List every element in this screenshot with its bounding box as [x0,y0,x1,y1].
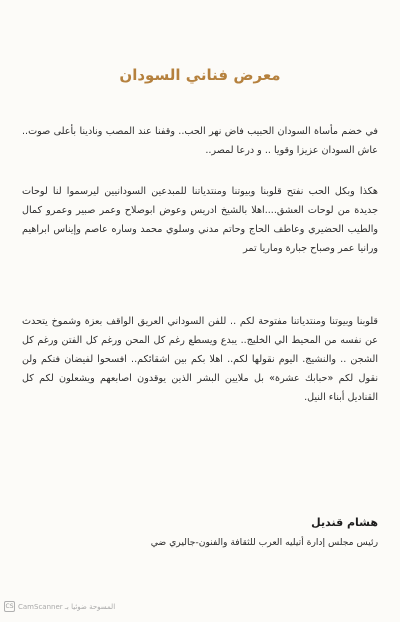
signature-block [22,516,378,548]
signature-name: هشام قنديل [311,516,378,529]
camscanner-logo-icon: CS [5,603,14,610]
paragraph-intro: في خضم مأساة السودان الحبيب فاض نهر الحب.. وقفنا عند المصب ونادينا بأعلى صوت.. عاش السودان عزيزا وقويا .. و درعا لمصر.. [22,126,378,156]
page-title: معرض فناني السودان [119,66,281,85]
scanner-watermark-text: المسوحة ضوئيا بـ CamScanner [18,602,116,611]
paragraph-artists: هكذا وبكل الحب نفتح قلوبنا وبيوتنا ومنتدياتنا للمبدعين السودانيين ليرسموا لنا لوحات جديدة من لوحات العشق....اهلا بالشيخ ادريس وعوض ابوصلاح وعمر صبير وعمرو كمال والطيب الحضيري وعاطف الحاج وحاتم مدني وسلوي محمد وساره عاصم وإيناس ابراهيم ورانيا عمر وصباح جبارة وماريا تمر [22,186,378,254]
paragraph-welcome: قلوبنا وبيوتنا ومنتدياتنا مفتوحة لكم .. للفن السوداني العريق الواقف بعزة وشموخ يتحدث عن نفسه من المحيط الي الخليج.. يبدع ويسطع رغم كل المحن ورغم كل الفتن ورغم كل الشجن .. والنشيج. اليوم نقولها لكم.. اهلا بكم بين اشقائكم.. افسحوا لفيضان فنكم ولن نقول لكم «حبابك عشرة» بل ملايين البشر الذين يوقدون اصابعهم ويشعلون لكم كل القناديل أبناء النيل. [22,316,378,403]
scanner-watermark [4,601,115,612]
signature-role: رئيس مجلس إدارة أتيليه العرب للثقافة والفنون-جاليري ضي [150,537,378,548]
